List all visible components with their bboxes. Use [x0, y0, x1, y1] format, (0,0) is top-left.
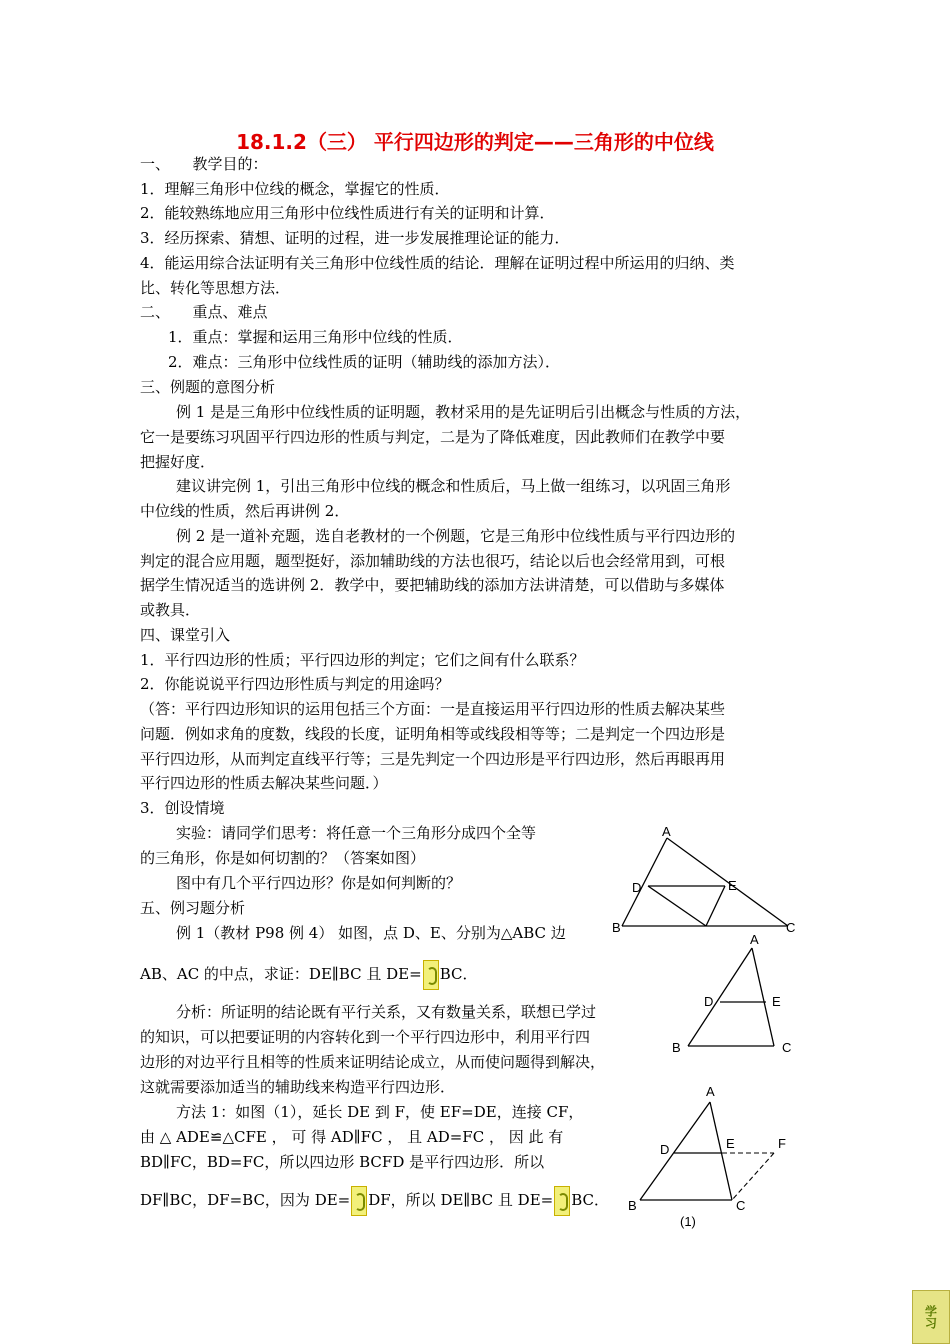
label-e: E: [728, 878, 737, 893]
text-span: AB、AC 的中点，求证：DE∥BC 且 DE=: [140, 965, 422, 983]
paragraph-line: 图中有几个平行四边形？你是如何判断的？: [176, 874, 462, 892]
paragraph-line: BD∥FC，BD=FC，所以四边形 BCFD 是平行四边形．所以: [140, 1153, 545, 1171]
section-heading: 三、例题的意图分析: [140, 378, 276, 396]
figure-caption: (1): [680, 1214, 696, 1229]
section-heading: 四、课堂引入: [140, 626, 231, 644]
midline-triangle-figure: [668, 932, 808, 1064]
paragraph-line: 例 2 是一道补充题，选自老教材的一个例题，它是三角形中位线性质与平行四边形的: [176, 527, 736, 545]
label-b: B: [612, 920, 621, 935]
triangle-split-svg: [610, 824, 800, 935]
paragraph-line: 建议讲完例 1，引出三角形中位线的概念和性质后，马上做一组练习，以巩固三角形: [176, 477, 731, 495]
paragraph-line: 的三角形，你是如何切割的？（答案如图）: [140, 849, 426, 867]
text-span: BC．: [439, 965, 478, 983]
paragraph-line: （答：平行四边形知识的运用包括三个方面：一是直接运用平行四边形的性质去解决某些: [140, 700, 726, 718]
paragraph-line: 方法 1：如图（1），延长 DE 到 F，使 EF=DE，连接 CF，: [176, 1103, 584, 1121]
half-fraction-image: [351, 1186, 367, 1216]
half-fraction-image: [554, 1186, 570, 1216]
label-c: C: [736, 1198, 746, 1213]
paragraph-line: 或教具．: [140, 601, 201, 619]
label-c: C: [786, 920, 796, 935]
construction-figure-1: [624, 1082, 804, 1236]
paragraph-line: 据学生情况适当的选讲例 2．教学中，要把辅助线的添加方法讲清楚，可以借助与多媒体: [140, 576, 725, 594]
section-heading: 一、 教学目的：: [140, 155, 268, 173]
paragraph-line: [140, 1186, 609, 1216]
paragraph-line: 2．难点：三角形中位线性质的证明（辅助线的添加方法）．: [168, 353, 561, 371]
label-a: A: [662, 824, 671, 839]
paragraph-line: 1．平行四边形的性质；平行四边形的判定；它们之间有什么联系？: [140, 651, 585, 669]
label-e: E: [772, 994, 781, 1009]
paragraph-line: 1．重点：掌握和运用三角形中位线的性质．: [168, 328, 463, 346]
label-b: B: [628, 1198, 637, 1213]
paragraph-line: 把握好度．: [140, 453, 216, 471]
paragraph-line: 由 △ ADE≌△CFE ， 可 得 AD∥FC ， 且 AD=FC ， 因 此 有: [140, 1128, 564, 1146]
midline-triangle-svg: [668, 932, 808, 1060]
text-span: DF∥BC，DF=BC，因为 DE=: [140, 1191, 351, 1209]
paragraph-line: 2．你能说说平行四边形性质与判定的用途吗？: [140, 675, 450, 693]
paragraph-line: 例 1 是是三角形中位线性质的证明题，教材采用的是先证明后引出概念与性质的方法，: [176, 403, 751, 421]
label-d: D: [632, 880, 642, 895]
paragraph-line: 3．创设情境: [140, 799, 225, 817]
paragraph-line: 实验：请同学们思考：将任意一个三角形分成四个全等: [176, 824, 537, 842]
paragraph-line: 2．能较熟练地应用三角形中位线性质进行有关的证明和计算．: [140, 204, 555, 222]
label-a: A: [706, 1084, 715, 1099]
label-f: F: [778, 1136, 786, 1151]
paragraph-line: 判定的混合应用题，题型挺好，添加辅助线的方法也很巧，结论以后也会经常用到，可根: [140, 552, 726, 570]
paragraph-line: 中位线的性质，然后再讲例 2．: [140, 502, 350, 520]
section-heading: 二、 重点、难点: [140, 303, 268, 321]
text-span: DF，所以 DE∥BC 且 DE=: [368, 1191, 554, 1209]
paragraph-line: 这就需要添加适当的辅助线来构造平行四边形．: [140, 1078, 456, 1096]
label-b: B: [672, 1040, 681, 1055]
paragraph-line: 比、转化等思想方法．: [140, 279, 291, 297]
label-d: D: [704, 994, 714, 1009]
construction-svg: [624, 1082, 804, 1232]
label-c: C: [782, 1040, 792, 1055]
label-d: D: [660, 1142, 670, 1157]
paragraph-line: 分析：所证明的结论既有平行关系，又有数量关系，联想已学过: [176, 1003, 597, 1021]
paragraph-line: 4．能运用综合法证明有关三角形中位线性质的结论．理解在证明过程中所运用的归纳、类: [140, 254, 735, 272]
paragraph-line: 它一是要练习巩固平行四边形的性质与判定，二是为了降低难度，因此教师们在教学中要: [140, 428, 726, 446]
label-a: A: [750, 932, 759, 947]
half-fraction-image: [423, 960, 439, 990]
label-e: E: [726, 1136, 735, 1151]
paragraph-line: 3．经历探索、猜想、证明的过程，进一步发展推理论证的能力．: [140, 229, 570, 247]
section-heading: 五、例习题分析: [140, 899, 246, 917]
corner-stamp: 学习: [912, 1290, 950, 1344]
paragraph-line: 问题．例如求角的度数，线段的长度，证明角相等或线段相等等；二是判定一个四边形是: [140, 725, 726, 743]
paragraph-line: 平行四边形的性质去解决某些问题．）: [140, 774, 388, 792]
example-line: [140, 960, 477, 990]
example-line: 例 1（教材 P98 例 4） 如图，点 D、E、分别为△ABC 边: [176, 924, 566, 942]
paragraph-line: 平行四边形，从而判定直线平行等；三是先判定一个四边形是平行四边形，然后再眼再用: [140, 750, 726, 768]
paragraph-line: 边形的对边平行且相等的性质来证明结论成立，从而使问题得到解决，: [140, 1053, 606, 1071]
triangle-split-figure: [610, 824, 800, 939]
text-span: BC．: [571, 1191, 609, 1209]
page-title: 18.1.2（三） 平行四边形的判定——三角形的中位线: [236, 130, 714, 154]
paragraph-line: 1．理解三角形中位线的概念，掌握它的性质．: [140, 180, 450, 198]
paragraph-line: 的知识，可以把要证明的内容转化到一个平行四边形中，利用平行四: [140, 1028, 591, 1046]
